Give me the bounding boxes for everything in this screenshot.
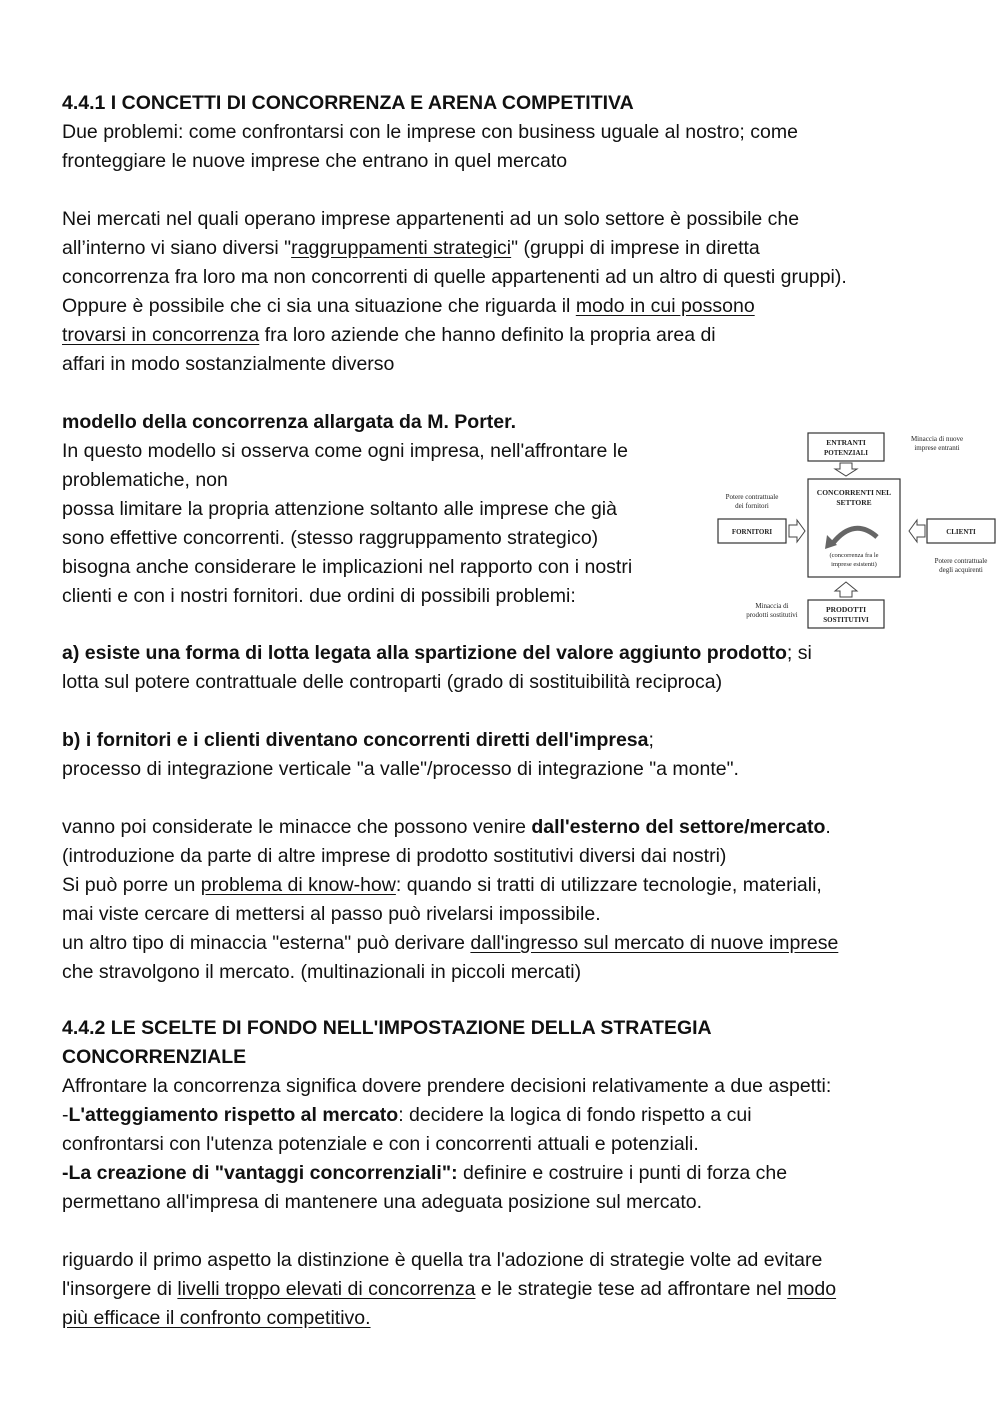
underlined-term: livelli troppo elevati di concorrenza xyxy=(177,1278,476,1300)
paragraph-line: concorrenza fra loro ma non concorrenti di quelle appartenenti ad un altro di questi gruppi). xyxy=(62,266,847,288)
paragraph-line: -L'atteggiamento rispetto al mercato: decidere la logica di fondo rispetto a cui xyxy=(62,1104,752,1126)
section-heading-4-4-1: 4.4.1 I CONCETTI DI CONCORRENZA E ARENA COMPETITIVA xyxy=(62,92,634,114)
section-heading-4-4-2: 4.4.2 LE SCELTE DI FONDO NELL'IMPOSTAZIONE DELLA STRATEGIA xyxy=(62,1017,712,1039)
arrow-up-icon xyxy=(835,582,857,597)
paragraph-line: all’interno vi siano diversi "raggruppamenti strategici" (gruppi di imprese in diretta xyxy=(62,237,760,259)
paragraph-line: lotta sul potere contrattuale delle controparti (grado di sostituibilità reciproca) xyxy=(62,671,723,693)
paragraph-line: l'insorgere di livelli troppo elevati di concorrenza e le strategie tese ad affrontare nel modo xyxy=(62,1278,837,1300)
entranti-potenziali-box xyxy=(808,433,887,464)
clienti-label: CLIENTI xyxy=(946,528,976,536)
paragraph-line: possa limitare la propria attenzione soltanto alle imprese che già xyxy=(62,498,617,520)
concorrenza-label: (concorrenza fra le xyxy=(829,552,879,559)
porter-five-forces-diagram xyxy=(715,425,1000,635)
underlined-term: più efficace il confronto competitivo. xyxy=(62,1307,371,1329)
paragraph-line: In questo modello si osserva come ogni impresa, nell'affrontare le xyxy=(62,440,628,462)
section-heading-4-4-2: CONCORRENZIALE xyxy=(62,1046,247,1068)
concorrenza-label: imprese esistenti) xyxy=(831,561,877,568)
paragraph-line: affari in modo sostanzialmente diverso xyxy=(62,353,395,375)
potere-acquirenti-label: Potere contrattuale xyxy=(934,557,988,565)
paragraph-line: clienti e con i nostri fornitori. due ordini di possibili problemi: xyxy=(62,585,576,607)
paragraph-line: -La creazione di "vantaggi concorrenziali": definire e costruire i punti di forza che xyxy=(62,1162,788,1184)
sostitutivi-label: SOSTITUTIVI xyxy=(823,616,869,624)
paragraph-line: fronteggiare le nuove imprese che entrano in quel mercato xyxy=(62,150,568,172)
paragraph-line: a) esiste una forma di lotta legata alla spartizione del valore aggiunto prodotto; si xyxy=(62,642,812,664)
arrow-right-icon xyxy=(789,520,805,542)
arrow-left-icon xyxy=(909,520,925,542)
paragraph-line: Due problemi: come confrontarsi con le imprese con business uguale al nostro; come xyxy=(62,121,798,143)
arrow-down-icon xyxy=(835,463,857,476)
paragraph-line: problematiche, non xyxy=(62,469,228,491)
paragraph-line: riguardo il primo aspetto la distinzione è quella tra l'adozione di strategie volte ad evitare xyxy=(62,1249,823,1271)
prodotti-sostitutivi-box xyxy=(808,600,884,628)
prodotti-label: PRODOTTI xyxy=(825,605,867,614)
minaccia-nuove-label: Minaccia di nuove xyxy=(910,435,964,443)
paragraph-line: processo di integrazione verticale "a valle"/processo di integrazione "a monte". xyxy=(62,758,739,780)
paragraph-line: che stravolgono il mercato. (multinazionali in piccoli mercati) xyxy=(62,961,582,983)
paragraph-line: trovarsi in concorrenza fra loro aziende che hanno definito la propria area di xyxy=(62,324,716,346)
paragraph-line: confrontarsi con l'utenza potenziale e con i concorrenti attuali e potenziali. xyxy=(62,1133,699,1155)
paragraph-line: Affrontare la concorrenza significa dovere prendere decisioni relativamente a due aspetti: xyxy=(62,1075,832,1097)
concorrenti-label: CONCORRENTI NEL xyxy=(816,488,892,497)
potenziali-label: POTENZIALI xyxy=(824,449,868,457)
underlined-term: modo xyxy=(787,1278,837,1300)
potere-fornitori-label: dei fornitori xyxy=(735,502,769,510)
potere-fornitori-label: Potere contrattuale xyxy=(725,493,779,501)
fornitori-label: FORNITORI xyxy=(731,528,773,536)
fornitori-box xyxy=(718,519,786,543)
paragraph-line xyxy=(62,1304,371,1333)
underlined-term: dall'ingresso sul mercato di nuove imprese xyxy=(470,932,839,954)
minaccia-sostitutivi-label: Minaccia di xyxy=(755,602,789,610)
paragraph-line: sono effettive concorrenti. (stesso raggruppamento strategico) xyxy=(62,527,599,549)
minaccia-sostitutivi-label: prodotti sostitutivi xyxy=(746,611,798,619)
paragraph-line: vanno poi considerate le minacce che possono venire dall'esterno del settore/mercato. xyxy=(62,816,831,838)
paragraph-line: Oppure è possibile che ci sia una situazione che riguarda il modo in cui possono xyxy=(62,295,755,317)
porter-model-title: modello della concorrenza allargata da M. Porter. xyxy=(62,411,517,433)
underlined-term: raggruppamenti strategici xyxy=(291,237,512,259)
paragraph-line: Si può porre un problema di know-how: quando si tratti di utilizzare tecnologie, materiali, xyxy=(62,874,822,896)
clienti-box xyxy=(927,519,995,543)
concorrenti-settore-box xyxy=(808,479,900,577)
paragraph-line: (introduzione da parte di altre imprese di prodotto sostitutivi diversi dai nostri) xyxy=(62,845,727,867)
paragraph-line: un altro tipo di minaccia "esterna" può derivare dall'ingresso sul mercato di nuove imprese xyxy=(62,932,839,954)
entranti-label: ENTRANTI xyxy=(826,438,866,447)
paragraph-line: b) i fornitori e i clienti diventano concorrenti diretti dell'impresa; xyxy=(62,729,654,751)
underlined-term: problema di know-how xyxy=(200,874,396,896)
paragraph-line: mai viste cercare di mettersi al passo può rivelarsi impossibile. xyxy=(62,903,601,925)
paragraph-line: bisogna anche considerare le implicazioni nel rapporto con i nostri xyxy=(62,556,633,578)
settore-label: SETTORE xyxy=(836,498,872,507)
potere-acquirenti-label: degli acquirenti xyxy=(939,566,983,574)
underlined-term: modo in cui possono xyxy=(575,295,755,317)
underlined-term: trovarsi in concorrenza xyxy=(62,324,260,346)
paragraph-line: permettano all'impresa di mantenere una adeguata posizione sul mercato. xyxy=(62,1191,703,1213)
paragraph-line: Nei mercati nel quali operano imprese appartenenti ad un solo settore è possibile che xyxy=(62,208,800,230)
minaccia-nuove-label: imprese entranti xyxy=(914,444,960,452)
